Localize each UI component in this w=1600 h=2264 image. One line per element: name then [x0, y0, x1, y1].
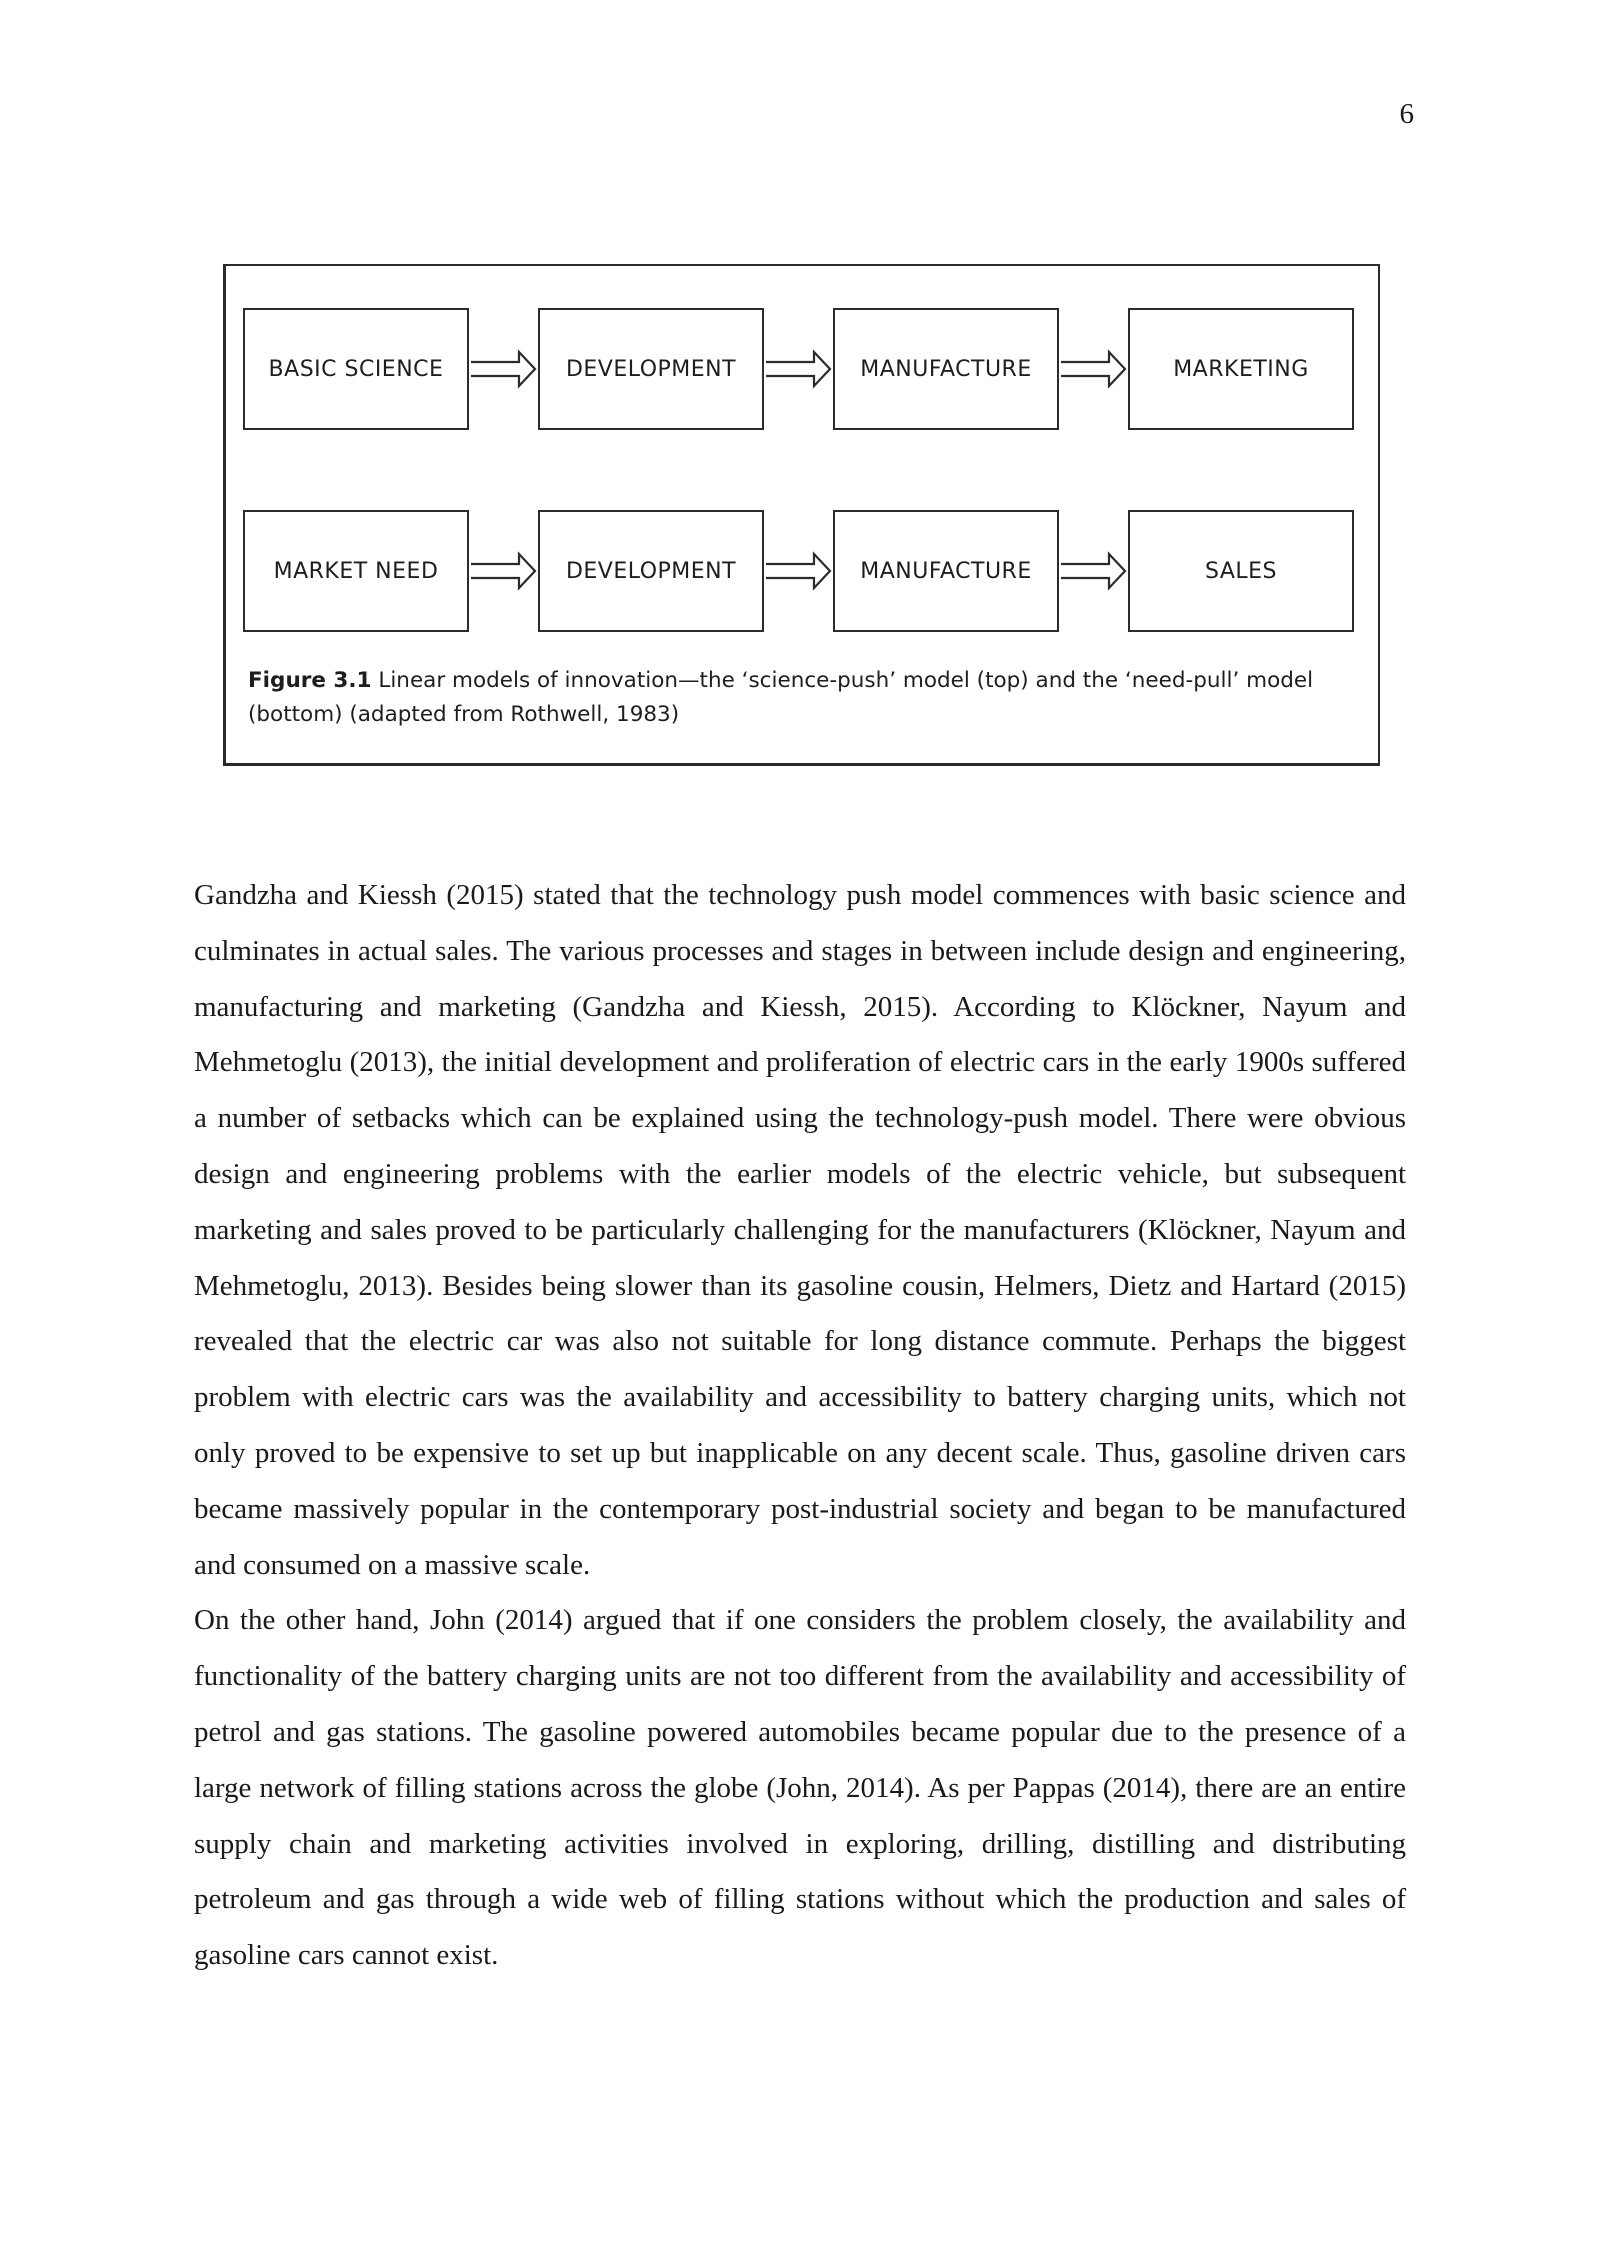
flow-box-market-need: MARKET NEED: [243, 510, 469, 632]
body-text: [194, 868, 1406, 1984]
paragraph: Gandzha and Kiessh (2015) stated that the technology push model commences with basic science and culminates in actual sales. The various processes and stages in between include design and engineering, manufacturing and marketing (Gandzha and Kiessh, 2015). According to Klöckner, Nayum and Mehmetoglu (2013), the initial development and proliferation of electric cars in the early 1900s suffered a number of setbacks which can be explained using the technology-push model. There were obvious design and engineering problems with the earlier models of the electric vehicle, but subsequent marketing and sales proved to be particularly challenging for the manufacturers (Klöckner, Nayum and Mehmetoglu, 2013). Besides being slower than its gasoline cousin, Helmers, Dietz and Hartard (2015) revealed that the electric car was also not suitable for long distance commute. Perhaps the biggest problem with electric cars was the availability and accessibility to battery charging units, which not only proved to be expensive to set up but inapplicable on any decent scale. Thus, gasoline driven cars became massively popular in the contemporary post-industrial society and began to be manufactured and consumed on a massive scale.: [194, 879, 1406, 1581]
flow-arrow-icon: [766, 349, 832, 389]
flow-box-marketing: MARKETING: [1128, 308, 1354, 430]
flow-arrow-icon: [1061, 349, 1127, 389]
figure-caption: [248, 664, 1348, 732]
figure-linear-models: [223, 264, 1380, 766]
flow-arrow-icon: [471, 551, 537, 591]
flow-box-manufacture-bottom: MANUFACTURE: [833, 510, 1059, 632]
flow-box-sales: SALES: [1128, 510, 1354, 632]
flow-arrow-icon: [766, 551, 832, 591]
page-number: 6: [1399, 98, 1414, 130]
flow-arrow-icon: [471, 349, 537, 389]
flow-arrow-icon: [1061, 551, 1127, 591]
figure-caption-label: Figure 3.1: [248, 668, 372, 693]
flow-box-basic-science: BASIC SCIENCE: [243, 308, 469, 430]
flow-box-manufacture-top: MANUFACTURE: [833, 308, 1059, 430]
flow-box-development-top: DEVELOPMENT: [538, 308, 764, 430]
figure-caption-text: Linear models of innovation—the ‘science-push’ model (top) and the ‘need-pull’ model (bottom) (adapted from Rothwell, 1983): [248, 668, 1314, 727]
paragraph: On the other hand, John (2014) argued that if one considers the problem closely, the availability and functionality of the battery charging units are not too different from the availability and accessibility of petrol and gas stations. The gasoline powered automobiles became popular due to the presence of a large network of filling stations across the globe (John, 2014). As per Pappas (2014), there are an entire supply chain and marketing activities involved in exploring, drilling, distilling and distributing petroleum and gas through a wide web of filling stations without which the production and sales of gasoline cars cannot exist.: [194, 1604, 1406, 1972]
flow-box-development-bottom: DEVELOPMENT: [538, 510, 764, 632]
